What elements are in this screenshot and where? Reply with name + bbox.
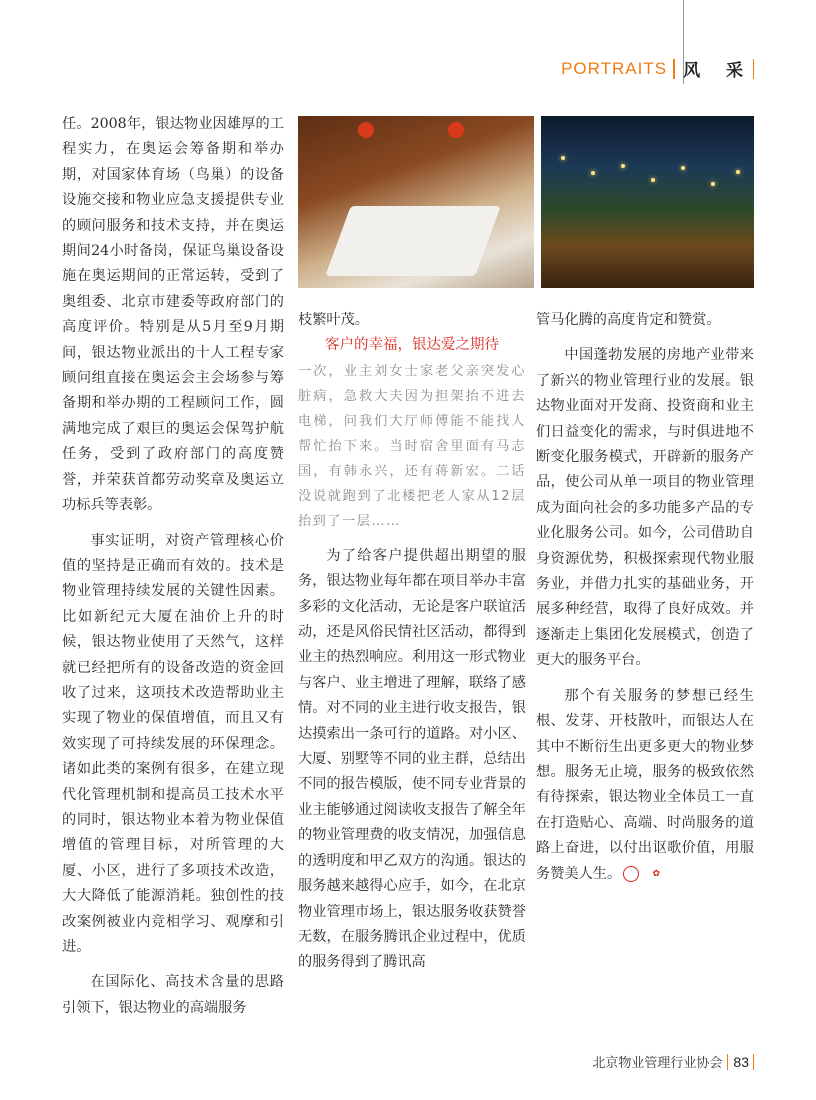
paragraph: 事实证明，对资产管理核心价值的坚持是正确而有效的。技术是物业管理持续发展的关键性因素。比如新纪元大厦在油价上升的时候，银达物业使用了天然气，这样就已经把所有的设备改造的资金回收了过来，这项技术改造帮助业主实现了物业的保值增值，而且又有效实现了可持续发展的环保理念。诸如此类的案例有很多，在建立现代化管理机制和提高员工技术水平的同时，银达物业本着为物业保值增值的管理目标，对所管理的大厦、小区，进行了多项技术改造，大大降低了能源消耗。独创性的技改案例被业内竞相学习、观摩和引进。 — [62, 532, 284, 955]
lantern-icon — [358, 122, 374, 138]
paragraph: 中国蓬勃发展的房地产业带来了新兴的物业管理行业的发展。银达物业面对开发商、投资商和业主们日益变化的需求，与时俱进地不断变化服务模式，开辟新的服务产品，使公司从单一项目的物业管理成为面向社会的多功能多产品的专业化服务公司。如今，公司借助自身资源优势，积极探索现代物业服务业，并借力扎实的基础业务，开展多种经营，取得了良好成效。并逐渐走上集团化发展模式，创造了更大的服务平台。 — [536, 347, 754, 669]
table-shape — [325, 206, 500, 276]
string-light — [681, 166, 685, 170]
string-light — [561, 156, 565, 160]
paragraph: 任。2008年，银达物业因雄厚的工程实力，在奥运会筹备期和举办期，对国家体育场（鸟巢）的设备设施交接和物业应急支援提供专业的顾问服务和技术支持，并在奥运期间24小时备岗，保证鸟巢设备设施在奥运期间的正常运转，受到了奥组委、北京市建委等政府部门的高度评价。特别是从5月至9月期间，银达物业派出的十人工程专家顾问组直接在奥运会主会场参与筹备期和举办期的工程顾问工作，圆满地完成了艰巨的奥运会保驾护航任务，受到了政府部门的高度赞誉，并荣获首都劳动奖章及奥运立功标兵等表彰。 — [62, 116, 284, 514]
section-title-zh: 风 采 — [683, 61, 753, 81]
section-title-en: PORTRAITS — [561, 58, 668, 78]
page-number: 83 — [733, 1053, 749, 1070]
quote-paragraph: 一次，业主刘女士家老父亲突发心脏病，急救大夫因为担架抬不进去电梯，问我们大厅师傅能不能找人帮忙抬下来。当时宿舍里面有马志国，有韩永兴，还有蒋新宏。二话没说就跑到了北楼把老人家从12层抬到了一层…… — [298, 363, 526, 529]
header-separator — [673, 59, 675, 79]
paragraph: 枝繁叶茂。 — [298, 312, 369, 328]
string-light — [591, 171, 595, 175]
photo-dumpling-activity — [298, 116, 534, 288]
photo-night-gathering — [541, 116, 754, 288]
string-light — [621, 164, 625, 168]
subheading: 客户的幸福，银达爱之期待 — [325, 337, 499, 354]
paragraph: 管马化腾的高度肯定和赞赏。 — [536, 312, 721, 328]
page-footer — [592, 1052, 754, 1071]
section-header — [561, 56, 754, 81]
paragraph: 在国际化、高技术含量的思路引领下，银达物业的高端服务 — [62, 974, 284, 1016]
header-end-bar — [753, 59, 754, 79]
column-2 — [298, 308, 526, 976]
footer-org: 北京物业管理行业协会 — [592, 1056, 723, 1071]
lantern-icon — [448, 122, 464, 138]
string-light — [651, 178, 655, 182]
paragraph — [536, 684, 754, 887]
end-seal-icon: ✿ — [623, 866, 639, 882]
footer-separator — [727, 1054, 728, 1070]
string-light — [711, 182, 715, 186]
paragraph-text: 那个有关服务的梦想已经生根、发芽、开枝散叶，而银达人在其中不断衍生出更多更大的物业梦想。服务无止境，服务的极致依然有待探索，银达物业全体员工一直在打造贴心、高端、时尚服务的道路上奋进，以付出讴歌价值，用服务赞美人生。 — [536, 687, 754, 882]
footer-end-bar — [753, 1054, 754, 1070]
column-1 — [62, 112, 284, 1021]
paragraph: 为了给客户提供超出期望的服务，银达物业每年都在项目举办丰富多彩的文化活动，无论是客户联谊活动，还是风俗民情社区活动，都得到业主的热烈响应。利用这一形式物业与客户、业主增进了理解，联络了感情。对不同的业主进行收支报告，银达摸索出一条可行的道路。对小区、大厦、别墅等不同的业主群，总结出不同的报告模版，使不同专业背景的业主能够通过阅读收支报告了解全年的物业管理费的收支情况，加强信息的透明度和甲乙双方的沟通。银达的服务越来越得心应手，如今，在北京物业管理市场上，银达服务收获赞誉无数，在服务腾讯企业过程中，优质的服务得到了腾讯高 — [298, 547, 526, 971]
string-light — [736, 170, 740, 174]
column-3 — [536, 308, 754, 887]
